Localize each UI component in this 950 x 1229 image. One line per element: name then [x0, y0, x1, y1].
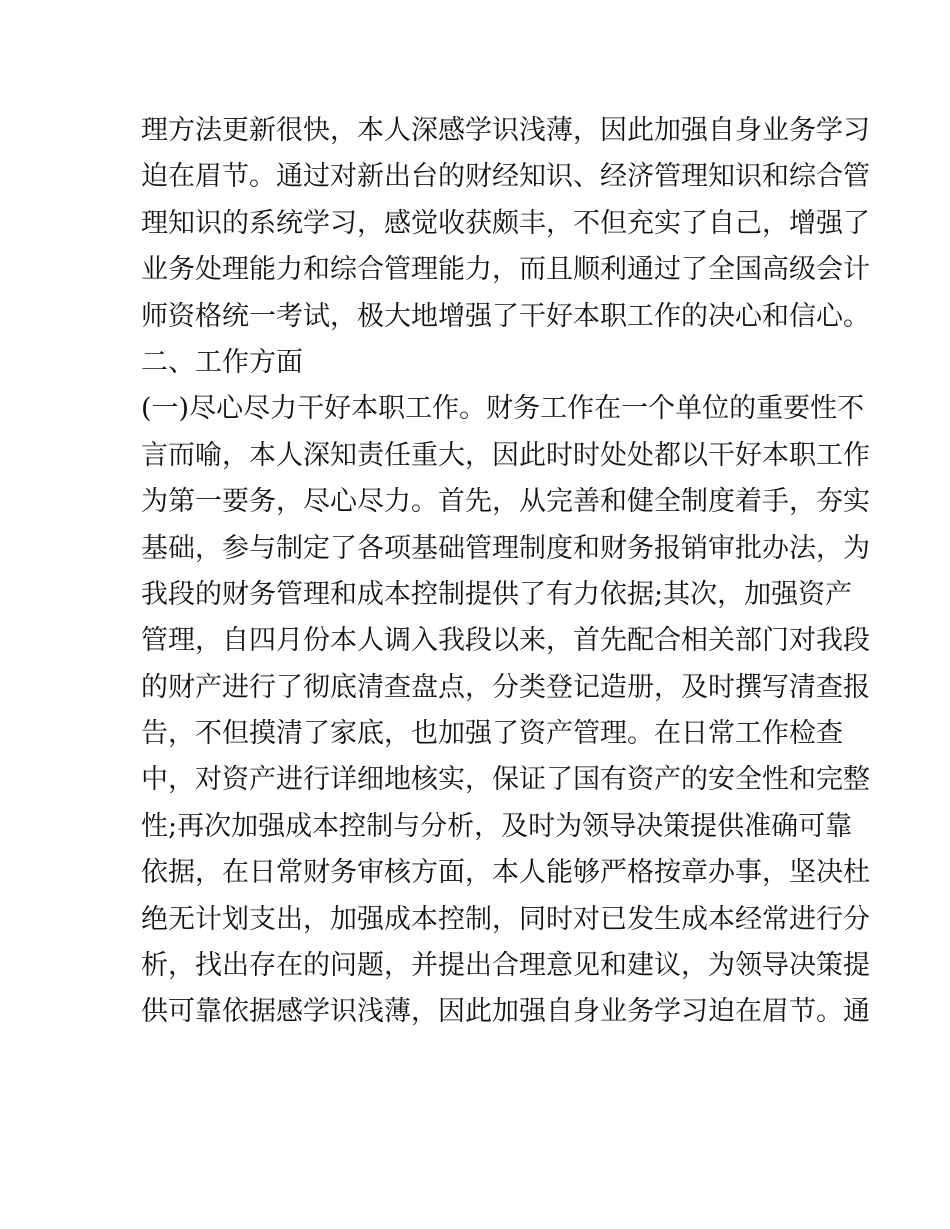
- text-line: 业务处理能力和综合管理能力，而且顺利通过了全国高级会计: [141, 254, 870, 286]
- text-line: 的财产进行了彻底清查盘点，分类登记造册，及时撰写清查报: [141, 671, 870, 703]
- text-line: 中，对资产进行详细地核实，保证了国有资产的安全性和完整: [141, 764, 870, 796]
- text-line: 基础，参与制定了各项基础管理制度和财务报销审批办法，为: [141, 532, 870, 564]
- text-line: 供可靠依据感学识浅薄，因此加强自身业务学习迫在眉节。通: [141, 996, 870, 1028]
- text-line: 告，不但摸清了家底，也加强了资产管理。在日常工作检查: [141, 718, 843, 750]
- text-line: 为第一要务，尽心尽力。首先，从完善和健全制度着手，夯实: [141, 486, 870, 518]
- text-line: 管理，自四月份本人调入我段以来，首先配合相关部门对我段: [141, 625, 870, 657]
- section-heading: 二、工作方面: [141, 346, 303, 378]
- text-line: 理知识的系统学习，感觉收获颇丰，不但充实了自己，增强了: [141, 207, 870, 239]
- text-line: 我段的财务管理和成本控制提供了有力依据;其次，加强资产: [141, 578, 853, 610]
- text-line: 师资格统一考试，极大地增强了干好本职工作的决心和信心。: [141, 300, 870, 332]
- body-text: [141, 108, 870, 1036]
- text-line: 理方法更新很快，本人深感学识浅薄，因此加强自身业务学习: [141, 115, 870, 146]
- text-line: 性;再次加强成本控制与分析，及时为领导决策提供准确可靠: [141, 810, 853, 842]
- text-line: 言而喻，本人深知责任重大，因此时时处处都以干好本职工作: [141, 439, 870, 471]
- text-line: 迫在眉节。通过对新出台的财经知识、经济管理知识和综合管: [141, 161, 870, 193]
- text-line: 绝无计划支出，加强成本控制，同时对已发生成本经常进行分: [141, 903, 870, 935]
- text-line: 析，找出存在的问题，并提出合理意见和建议，为领导决策提: [141, 950, 870, 982]
- text-line: (一)尽心尽力干好本职工作。财务工作在一个单位的重要性不: [141, 393, 865, 425]
- text-line: 依据，在日常财务审核方面，本人能够严格按章办事，坚决杜: [141, 857, 870, 889]
